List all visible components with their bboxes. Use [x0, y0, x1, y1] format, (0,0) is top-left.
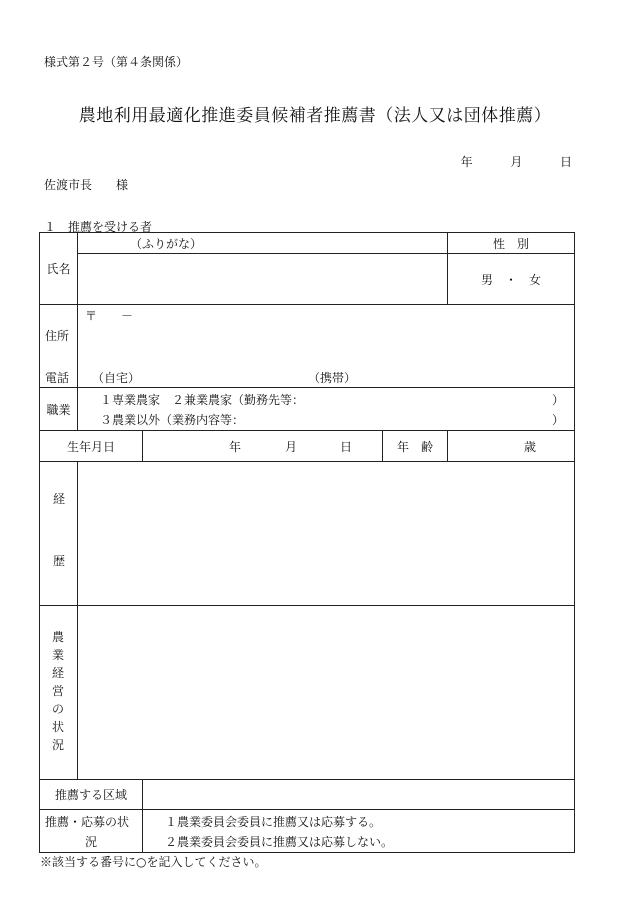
section-title: １ 推薦を受ける者: [44, 220, 153, 234]
address-label: 住所: [45, 329, 70, 343]
birth-month: 月: [285, 440, 298, 454]
age-label-cell: [383, 431, 448, 462]
area-field[interactable]: [143, 780, 575, 810]
birthdate-field[interactable]: [143, 431, 383, 462]
career-field[interactable]: [78, 462, 575, 606]
phone-label: 電話: [45, 371, 70, 385]
phone-mobile: （携帯）: [308, 371, 357, 385]
career-label-cell: [40, 462, 78, 606]
name-label-cell: [40, 233, 78, 305]
date-line: [461, 153, 572, 170]
furigana-cell[interactable]: [78, 233, 448, 254]
area-label: 推薦する区域: [54, 788, 127, 802]
address-field[interactable]: [78, 305, 575, 388]
date-month: 月: [510, 155, 523, 169]
candidate-form-table: [39, 232, 575, 853]
postal-mark: 〒 －: [85, 309, 134, 323]
furigana-label: （ふりがな）: [130, 236, 203, 251]
area-label-cell: [40, 780, 143, 810]
farm-status-field[interactable]: [78, 606, 575, 780]
sex-options-cell[interactable]: [448, 254, 575, 305]
occupation-option-1-2[interactable]: １専業農家 ２兼業農家（勤務先等：: [100, 393, 305, 407]
recommend-option-1[interactable]: １農業委員会委員に推薦又は応募する。: [165, 815, 382, 829]
recommend-label-2: 況: [85, 835, 98, 849]
name-label: 氏名: [46, 262, 71, 276]
occupation-label-cell: [40, 388, 78, 431]
birth-day: 日: [340, 440, 353, 454]
recommend-label-1: 推薦・応募の状: [45, 815, 130, 829]
occupation-field[interactable]: [78, 388, 575, 431]
recommend-label-cell: [40, 810, 143, 853]
sex-options: 男 ・ 女: [480, 272, 541, 287]
age-unit: 歳: [524, 440, 537, 454]
farm-status-label: 農 業 経 営 の 状 況: [52, 630, 65, 752]
farm-status-label-cell: [40, 606, 78, 780]
form-number: 様式第２号（第４条関係）: [44, 55, 189, 69]
occupation-close-paren-2: ）: [551, 413, 564, 427]
sex-label-cell: [448, 233, 575, 254]
age-field[interactable]: [448, 431, 575, 462]
addressee: 佐渡市長 様: [44, 178, 129, 192]
career-label-2: 歴: [53, 554, 66, 568]
recommend-option-2[interactable]: ２農業委員会委員に推薦又は応募しない。: [165, 835, 394, 849]
career-label-1: 経: [53, 492, 66, 506]
birthdate-label: 生年月日: [66, 439, 115, 454]
phone-home: （自宅）: [92, 371, 141, 385]
occupation-option-3[interactable]: ３農業以外（業務内容等：: [100, 413, 245, 427]
sex-label: 性 別: [492, 236, 529, 251]
footnote: ※該当する番号に○を記入してください。: [40, 855, 267, 869]
occupation-close-paren-1: ）: [551, 393, 564, 407]
age-label: 年 齢: [396, 439, 433, 454]
date-year: 年: [460, 155, 473, 169]
occupation-label: 職業: [46, 402, 71, 417]
name-field[interactable]: [78, 254, 448, 305]
birthdate-label-cell: [40, 431, 143, 462]
document-title: 農地利用最適化推進委員候補者推薦書（法人又は団体推薦）: [78, 106, 552, 126]
address-label-cell: [40, 305, 78, 388]
recommend-options-cell[interactable]: [143, 810, 575, 853]
birth-year: 年: [229, 440, 242, 454]
date-day: 日: [559, 155, 572, 169]
